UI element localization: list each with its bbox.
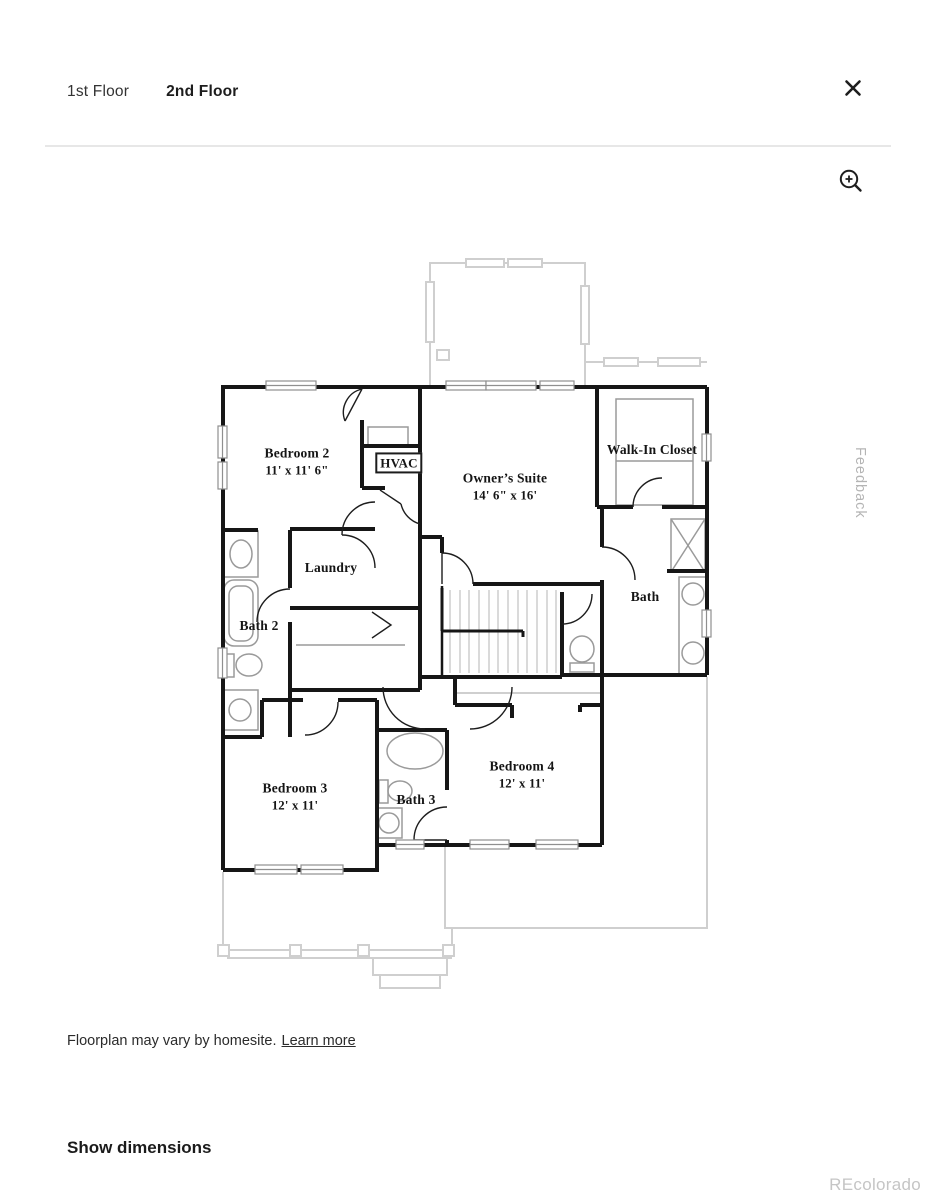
disclaimer-label: Floorplan may vary by homesite. xyxy=(67,1033,277,1049)
room-label-hvac: HVAC xyxy=(375,452,422,473)
tab-2nd-floor[interactable]: 2nd Floor xyxy=(166,83,239,100)
show-dimensions-button[interactable]: Show dimensions xyxy=(67,1138,212,1157)
tab-1st-floor[interactable]: 1st Floor xyxy=(67,83,130,100)
room-label-bath-3: Bath 3 xyxy=(396,792,436,808)
room-label-owners-suite: Owner’s Suite 14' 6" x 16' xyxy=(462,470,548,503)
watermark: REcolorado xyxy=(829,1175,921,1194)
room-label-laundry: Laundry xyxy=(304,560,358,576)
room-label-walk-in-closet: Walk-In Closet xyxy=(606,442,698,458)
disclaimer-text xyxy=(67,1033,356,1049)
room-label-bedroom-2: Bedroom 2 11' x 11' 6" xyxy=(264,445,330,478)
room-label-bath-2: Bath 2 xyxy=(239,618,279,634)
room-label-bath: Bath xyxy=(630,589,660,605)
room-label-bedroom-3: Bedroom 3 12' x 11' xyxy=(262,780,328,813)
learn-more-link[interactable]: Learn more xyxy=(281,1033,356,1049)
feedback-tab[interactable]: Feedback xyxy=(852,447,868,519)
room-label-bedroom-4: Bedroom 4 12' x 11' xyxy=(489,758,555,791)
